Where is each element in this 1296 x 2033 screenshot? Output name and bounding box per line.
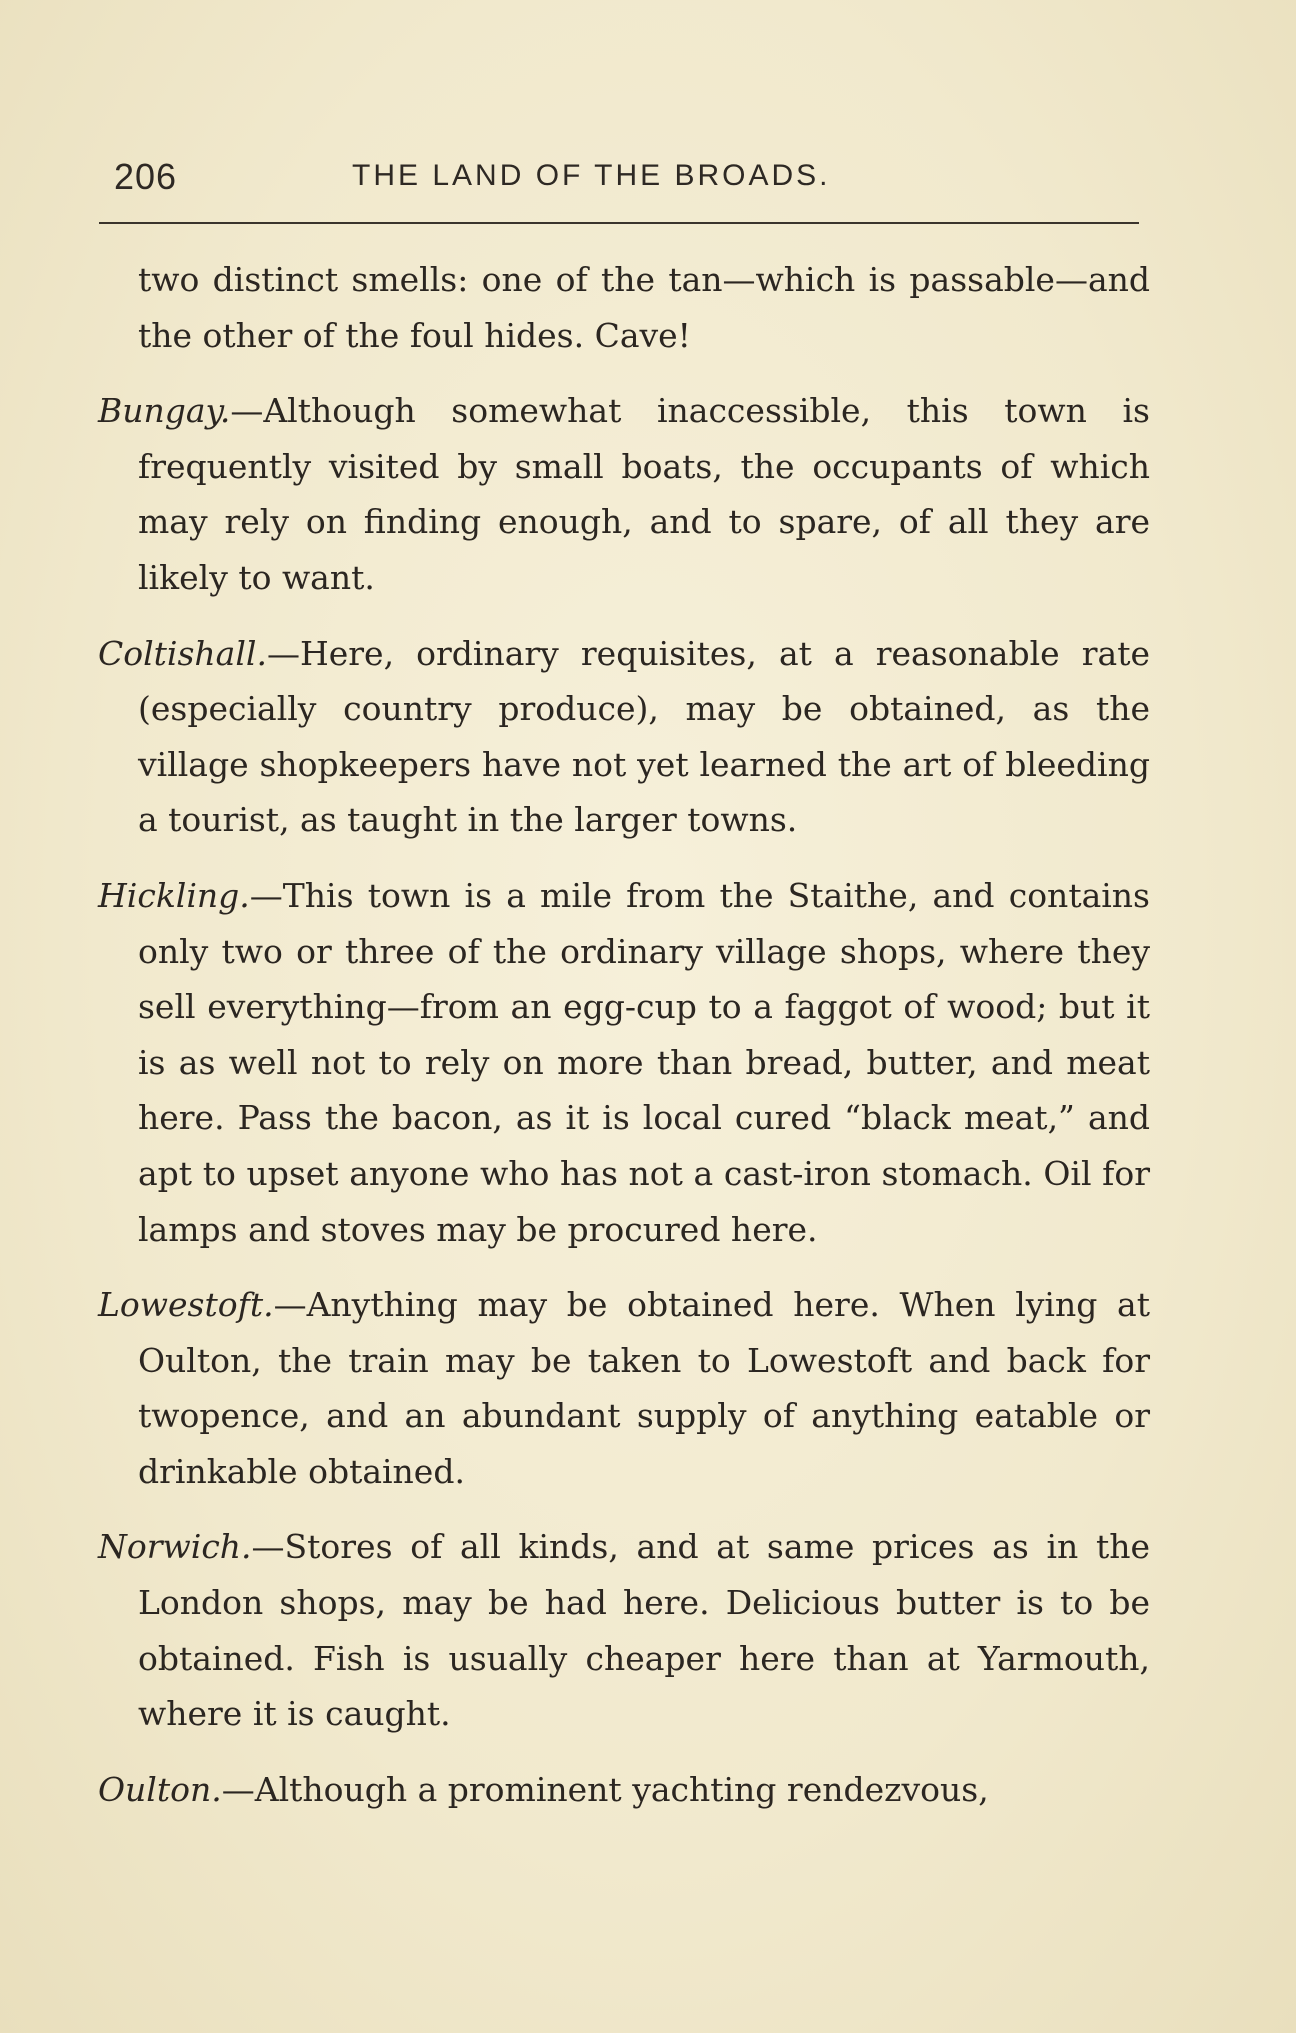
paragraph-continuation bbox=[98, 252, 1150, 363]
paragraph-text: two distinct smells: one of the tan—which is passable—and the other of the foul hides. Cave! bbox=[138, 260, 1150, 355]
header-rule bbox=[99, 222, 1139, 224]
paragraph-bungay bbox=[98, 383, 1150, 605]
paragraph-text: —Here, ordinary requisites, at a reasonable rate (especially country produce), may be obtained, as the village shopkeepers have not yet learned the art of bleeding a tourist, as taught in the larger towns. bbox=[138, 633, 1150, 840]
page-number: 206 bbox=[114, 156, 178, 197]
place-name-norwich: Norwich. bbox=[98, 1527, 252, 1567]
page-body bbox=[98, 252, 1150, 1837]
running-title: THE LAND OF THE BROADS. bbox=[352, 159, 831, 192]
paragraph-text: —This town is a mile from the Staithe, and contains only two or three of the ordinary village shops, where they sell everything—from an egg-cup to a faggot of wood; but it is as well not to rely on more than bread, butter, and meat here. Pass the bacon, as it is local cured “black meat,” and apt to upset anyone who has not a cast-iron stomach. Oil for lamps and stoves may be procured here. bbox=[138, 875, 1150, 1249]
place-name-oulton: Oulton. bbox=[98, 1769, 222, 1809]
paragraph-text: —Although somewhat inaccessible, this town is frequently visited by small boats, the occupants of which may rely on finding enough, and to spare, of all they are likely to want. bbox=[138, 391, 1150, 597]
paragraph-text: —Although a prominent yachting rendezvous, bbox=[221, 1769, 989, 1809]
running-head bbox=[114, 156, 1134, 206]
paragraph-oulton bbox=[98, 1762, 1150, 1818]
paragraph-text: —Anything may be obtained here. When lying at Oulton, the train may be taken to Lowestoft and back for twopence, and an abundant supply of anything eatable or drinkable obtained. bbox=[138, 1285, 1150, 1491]
place-name-coltishall: Coltishall. bbox=[98, 633, 267, 673]
paragraph-hickling bbox=[98, 868, 1150, 1257]
place-name-lowestoft: Lowestoft. bbox=[98, 1285, 274, 1325]
paragraph-lowestoft bbox=[98, 1277, 1150, 1499]
place-name-hickling: Hickling. bbox=[98, 875, 250, 915]
paragraph-norwich bbox=[98, 1519, 1150, 1741]
place-name-bungay: Bungay. bbox=[98, 391, 231, 431]
paragraph-coltishall bbox=[98, 626, 1150, 848]
paragraph-text: —Stores of all kinds, and at same prices as in the London shops, may be had here. Delicious butter is to be obtained. Fish is usually cheaper here than at Yarmouth, where it is caught. bbox=[138, 1527, 1150, 1734]
